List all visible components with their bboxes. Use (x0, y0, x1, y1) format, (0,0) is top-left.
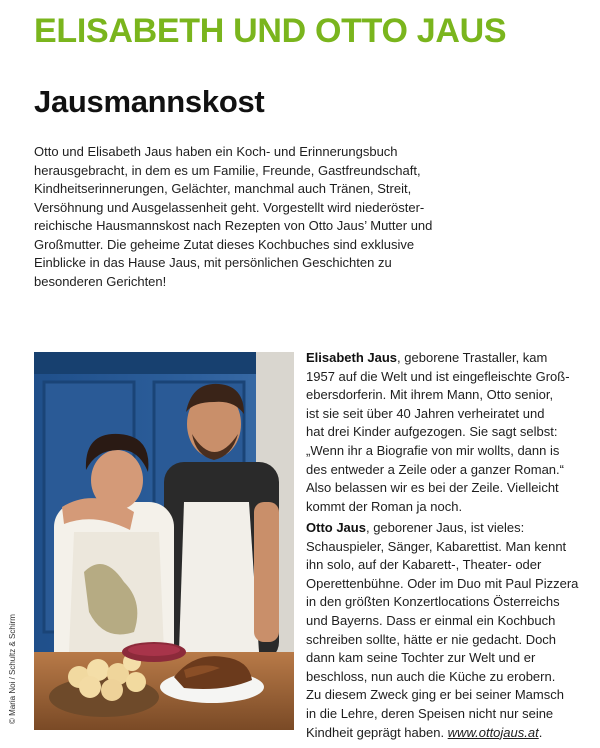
intro-line: Kindheitserinnerungen, Gelächter, manchmal auch Tränen, Streit, (34, 181, 412, 196)
authors-photo (34, 352, 294, 730)
intro-line: Großmutter. Die geheime Zutat dieses Kochbuches sind exklusive (34, 236, 415, 252)
bio-line: ihn solo, auf der Kabarett-, Theater- oder (306, 557, 542, 573)
bio-line: kommt der Roman ja noch. (306, 498, 463, 514)
author-heading: ELISABETH UND OTTO JAUS (34, 12, 507, 50)
bio-line: Operettenbühne. Oder im Duo mit Paul Pizzera (306, 575, 579, 591)
intro-line: Otto und Elisabeth Jaus haben ein Koch- und Erinnerungsbuch (34, 144, 398, 159)
bio-line: ist sie seit über 40 Jahren verheiratet und (306, 405, 545, 421)
bio-line: in die Lehre, deren Speisen nicht nur seine (306, 705, 554, 721)
bio-line: des entweder a Zeile oder a ganzer Roman.“ (306, 461, 564, 477)
intro-line: reichische Hausmannskost nach Rezepten von Otto Jaus’ Mutter und (34, 218, 433, 233)
bio-line (306, 519, 596, 538)
bio-elisabeth (306, 349, 596, 516)
authors-photo-illustration (34, 352, 294, 730)
bio-line: „Wenn ihr a Biografie von mir wollts, dann is (306, 442, 560, 458)
intro-paragraph (34, 143, 554, 291)
bio-line: Zu diesem Zweck ging er bei seiner Mamsch (306, 687, 564, 703)
bio-line: Schauspieler, Sänger, Kabarettist. Man kennt (306, 538, 567, 554)
intro-line: herausgebracht, in dem es um Familie, Freunde, Gastfreundschaft, (34, 162, 421, 178)
bio-line: hat drei Kinder aufgezogen. Sie sagt selbst: (306, 424, 558, 440)
page-title: Jausmannskost (34, 84, 265, 119)
bio-line: 1957 auf die Welt und ist eingefleischte Groß- (306, 368, 570, 384)
photo-credit: © Maria Noi / Schultz & Schirm (8, 614, 17, 724)
bio-otto (306, 519, 596, 742)
intro-line: Einblicke in das Hause Jaus, mit persönlichen Geschichten zu (34, 255, 392, 270)
bio-line: dann kam seine Tochter zur Welt und er (306, 650, 536, 666)
bio-line: ebersdorferin. Mit ihrem Mann, Otto senior, (306, 387, 554, 403)
bio-text: Kindheit geprägt haben. (306, 724, 448, 740)
intro-line: Versöhnung und Ausgelassenheit geht. Vorgestellt wird niederöster- (34, 199, 425, 215)
bio-name-elisabeth: Elisabeth Jaus (306, 350, 398, 365)
bio-text: , geborene Trastaller, kam (397, 350, 548, 365)
bio-text: , geborener Jaus, ist vieles: (365, 520, 525, 535)
bio-line: beschloss, nun auch die Küche zu erobern. (306, 668, 556, 684)
bio-line: Also belassen wir es bei der Zeile. Vielleicht (306, 480, 559, 496)
intro-line: besonderen Gerichten! (34, 273, 167, 289)
bio-text: . (538, 724, 543, 740)
bio-name-otto: Otto Jaus (306, 520, 366, 535)
bio-line: schreiben sollte, hätte er nie gedacht. Doch (306, 631, 557, 647)
bio-line: und Bayerns. Dass er einmal ein Kochbuch (306, 612, 556, 628)
bio-line (306, 724, 596, 743)
bio-line: in den größten Konzertlocations Österreichs (306, 594, 560, 610)
website-link[interactable]: www.ottojaus.at (447, 724, 539, 740)
bio-line (306, 349, 596, 368)
